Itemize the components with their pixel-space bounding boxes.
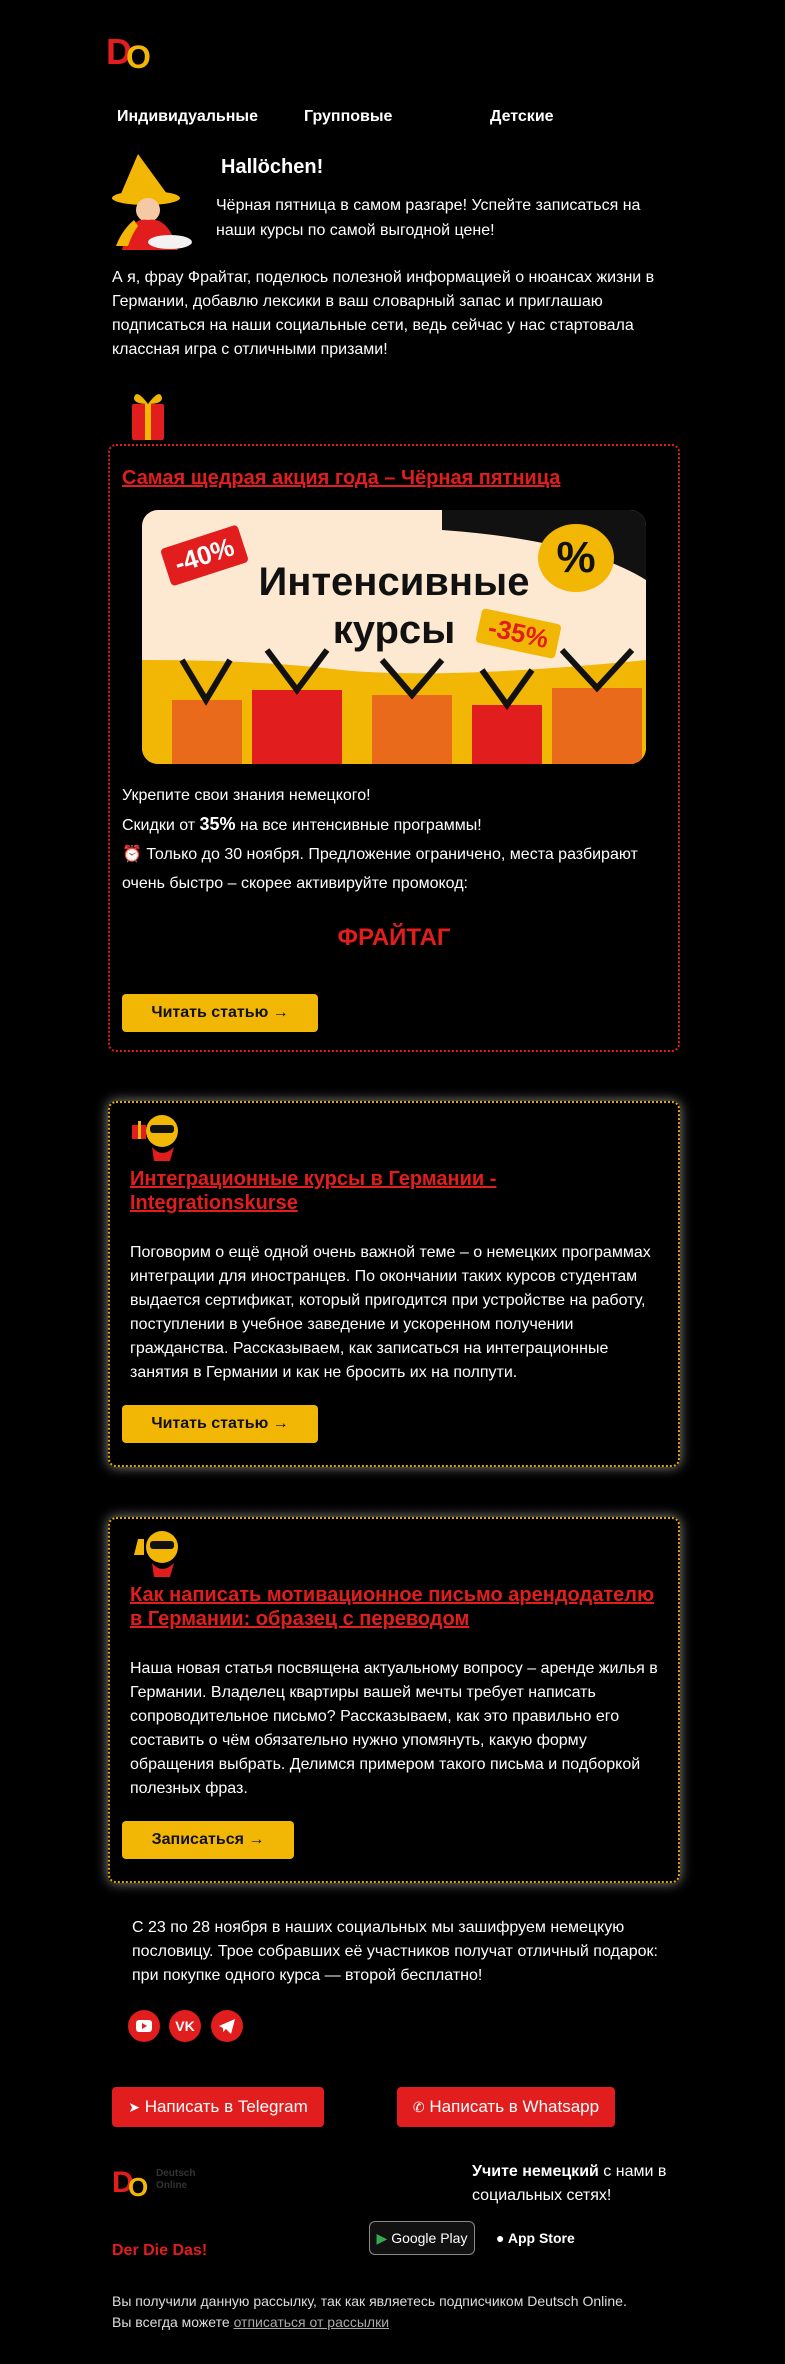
- footer-learn-bold: Учите немецкий: [472, 2163, 599, 2180]
- percent-icon: %: [538, 524, 614, 592]
- vk-icon[interactable]: VK: [169, 2010, 201, 2042]
- apple-icon: ●: [496, 2230, 505, 2246]
- intro-text: Чёрная пятница в самом разгаре! Успейте записаться на наши курсы по самой выгодной цене!: [216, 197, 641, 239]
- whatsapp-btn-label: Написать в Whatsapp: [429, 2097, 600, 2116]
- footer-learn-rest: с нами в социальных сетях!: [472, 2163, 667, 2204]
- black-friday-card: [108, 444, 680, 1052]
- youtube-icon[interactable]: [128, 2010, 160, 2042]
- google-play-icon: ▶: [376, 2230, 388, 2246]
- whatsapp-small-icon: ✆: [412, 2099, 425, 2115]
- footer-tagline: Der Die Das!: [112, 2242, 208, 2259]
- nav-individual[interactable]: Индивидуальные: [117, 108, 258, 125]
- app-store-label: App Store: [507, 2230, 575, 2246]
- card1-line2: [122, 812, 662, 838]
- svg-text:D: D: [112, 2166, 134, 2199]
- card1-line2-suffix: на все интенсивные программы!: [235, 817, 482, 834]
- integration-courses-card: [108, 1101, 680, 1467]
- banner-headline-line1: Интенсивные: [258, 560, 530, 604]
- card1-discount-value: 35%: [199, 814, 236, 834]
- nav-group[interactable]: Групповые: [304, 108, 393, 125]
- subscription-notice: Вы получили данную рассылку, так как являетесь подписчиком Deutsch Online.: [112, 2293, 627, 2309]
- discount-badge-35: -35%: [475, 608, 561, 659]
- footer-learn-text: [472, 2160, 682, 2208]
- card2-read-button[interactable]: Читать статью →: [122, 1405, 318, 1443]
- social-game-text: С 23 по 28 ноября в наших социальных мы зашифруем немецкую пословицу. Трое собравших её участников получат отличный подарок: при покупке одного курса — второй бесплатно!: [132, 1919, 658, 1984]
- mascot-thumbs-icon: [130, 1527, 182, 1577]
- telegram-write-button[interactable]: [112, 2087, 324, 2127]
- greeting-heading: Hallöchen!: [221, 156, 324, 178]
- footer-logo-line1: Deutsch: [156, 2168, 196, 2179]
- telegram-icon[interactable]: [211, 2010, 243, 2042]
- card3-signup-button[interactable]: Записаться →: [122, 1821, 294, 1859]
- card1-title[interactable]: Самая щедрая акция года – Чёрная пятница: [122, 467, 561, 489]
- brand-logo[interactable]: [106, 28, 152, 72]
- telegram-small-icon: ➤: [128, 2099, 140, 2115]
- footer-logo-subtext: [156, 2168, 195, 2192]
- svg-text:O: O: [128, 2172, 149, 2200]
- card3-title[interactable]: Как написать мотивационное письмо арендодателю в Германии: образец с переводом: [130, 1584, 655, 1630]
- unsubscribe-link[interactable]: отписаться от рассылки: [233, 2314, 390, 2330]
- card1-line3: ⏰ Только до 30 ноября. Предложение ограничено, места разбирают очень быстро – скорее активируйте промокод:: [122, 846, 638, 892]
- mascot-gift-icon: [130, 1111, 182, 1161]
- svg-text:O: O: [126, 39, 151, 72]
- card3-body: Наша новая статья посвящена актуальному вопросу – аренде жилья в Германии. Владелец квартиры вашей мечты требует написать сопроводительное письмо? Рассказываем, как это правильно его составить о чём обязательно нужно упомянуть, какую форму обращения выбрать. Делимся примером такого письма и подборкой полезных фраз.: [130, 1660, 658, 1797]
- telegram-btn-label: Написать в Telegram: [144, 2097, 308, 2116]
- card1-line2-prefix: Скидки от: [122, 817, 200, 834]
- promo-code: ФРАЙТАГ: [337, 924, 451, 951]
- gift-icon: [128, 386, 168, 442]
- nav-kids[interactable]: Детские: [490, 108, 554, 125]
- lead-paragraph: А я, фрау Фрайтаг, поделюсь полезной информацией о нюансах жизни в Германии, добавлю лексики в ваш словарный запас и приглашаю подписаться на наши социальные сети, ведь сейчас у нас стартовала классная игра с отличными призами!: [112, 269, 655, 358]
- card2-body: Поговорим о ещё одной очень важной теме – о немецких программах интеграции для иностранцев. По окончании таких курсов студентам выдается сертификат, который пригодится при устройстве на работу, поступлении в учебное заведение и ускоренном получении гражданства. Рассказываем, как записаться на интеграционные занятия в Германии и как не бросить их на полпути.: [130, 1244, 651, 1381]
- svg-text:D: D: [106, 31, 132, 72]
- unsubscribe-prefix: Вы всегда можете: [112, 2314, 234, 2330]
- card1-line1: Укрепите свои знания немецкого!: [122, 787, 371, 804]
- intensive-courses-banner[interactable]: [142, 510, 646, 764]
- rental-letter-card: [108, 1517, 680, 1883]
- discount-badge-40: -40%: [160, 524, 249, 586]
- whatsapp-write-button[interactable]: [397, 2087, 615, 2127]
- witch-mascot-illustration: [108, 150, 194, 250]
- banner-headline-line2: курсы: [332, 608, 456, 652]
- card1-read-button[interactable]: Читать статью →: [122, 994, 318, 1032]
- app-store-button[interactable]: [496, 2224, 575, 2252]
- footer-logo[interactable]: [112, 2160, 212, 2200]
- footer-notice: [112, 2291, 732, 2333]
- google-play-button[interactable]: [369, 2221, 475, 2255]
- card2-title[interactable]: Интеграционные курсы в Германии - Integrationskurse: [130, 1168, 497, 1214]
- footer-logo-line2: Online: [156, 2180, 188, 2191]
- google-play-label: Google Play: [391, 2230, 468, 2246]
- unsubscribe-line: [112, 2312, 732, 2333]
